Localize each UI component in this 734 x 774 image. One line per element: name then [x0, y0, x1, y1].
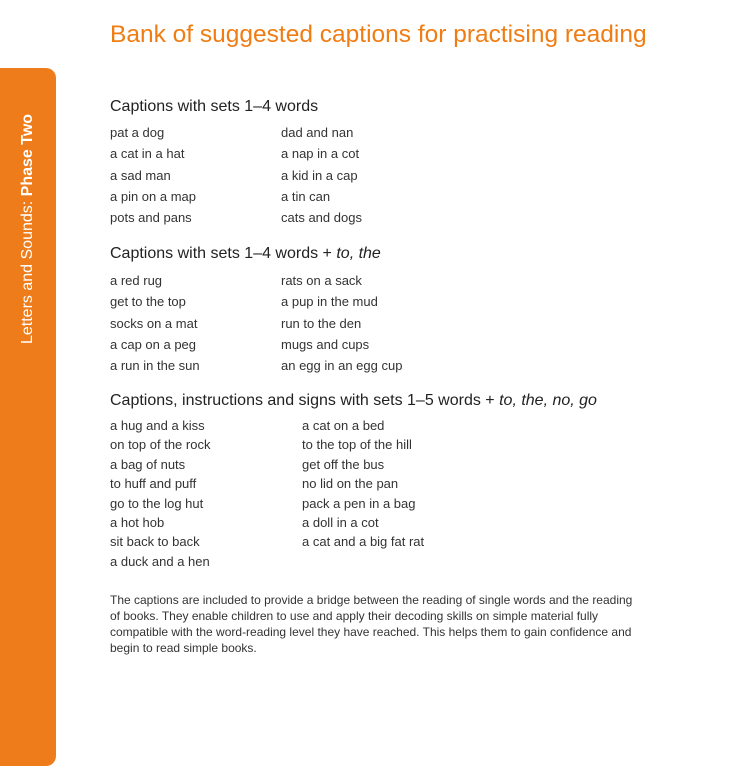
- page-title: Bank of suggested captions for practising reading: [110, 21, 647, 48]
- caption-item: pat a dog: [110, 125, 165, 140]
- caption-item: pots and pans: [110, 210, 192, 226]
- caption-item: pack a pen in a bag: [302, 495, 416, 511]
- caption-item: a nap in a cot: [281, 146, 360, 162]
- caption-item: a run in the sun: [110, 358, 200, 374]
- section-heading-keywords: to, the: [336, 245, 381, 262]
- caption-item: rats on a sack: [281, 273, 362, 288]
- section-heading-text: Captions with sets 1–4 words: [110, 98, 319, 115]
- caption-item: get off the bus: [302, 456, 385, 472]
- section-heading-text: Captions with sets 1–4 words +: [110, 245, 337, 262]
- caption-item: cats and dogs: [281, 210, 362, 226]
- side-tab-emphasis: Phase Two: [19, 113, 36, 197]
- caption-item: a sad man: [110, 167, 171, 183]
- caption-item: mugs and cups: [281, 336, 370, 352]
- caption-item: a tin can: [281, 188, 331, 204]
- caption-item: an egg in an egg cup: [281, 358, 403, 374]
- section-heading: [110, 245, 381, 263]
- caption-item: a hot hob: [110, 515, 165, 530]
- section-heading-text: Captions, instructions and signs with sets 1–5 words +: [110, 392, 500, 409]
- explanatory-note: The captions are included to provide a bridge between the reading of single words and the reading of books. They enable children to use and apply their decoding skills on simple material fully compatible with the word-reading level they have reached. This helps them to gain confidence and begin to read simple books.: [110, 593, 633, 655]
- caption-item: dad and nan: [281, 125, 354, 140]
- caption-item: no lid on the pan: [302, 476, 399, 492]
- caption-item: a cat and a big fat rat: [302, 534, 425, 550]
- caption-item: a cat on a bed: [302, 418, 385, 433]
- caption-item: a kid in a cap: [281, 167, 358, 183]
- caption-item: a cap on a peg: [110, 336, 197, 352]
- caption-item: go to the log hut: [110, 495, 204, 511]
- caption-item: a red rug: [110, 273, 163, 288]
- section-heading: [110, 98, 318, 116]
- caption-item: get to the top: [110, 294, 186, 310]
- section-heading: [110, 392, 597, 410]
- caption-item: socks on a mat: [110, 315, 198, 331]
- caption-item: a pin on a map: [110, 188, 197, 204]
- section-heading-keywords: to, the, no, go: [499, 392, 597, 409]
- caption-item: run to the den: [281, 315, 362, 331]
- caption-item: to huff and puff: [110, 476, 197, 492]
- caption-item: a bag of nuts: [110, 456, 186, 472]
- caption-item: on top of the rock: [110, 437, 211, 453]
- side-tab-prefix: Letters and Sounds:: [19, 196, 36, 344]
- caption-item: to the top of the hill: [302, 437, 412, 453]
- caption-item: a cat in a hat: [110, 146, 185, 162]
- caption-item: sit back to back: [110, 534, 200, 550]
- caption-item: a pup in the mud: [281, 294, 378, 310]
- caption-item: a hug and a kiss: [110, 418, 205, 433]
- caption-item: a doll in a cot: [302, 515, 379, 530]
- caption-item: a duck and a hen: [110, 553, 210, 569]
- side-tab-label: [17, 114, 39, 344]
